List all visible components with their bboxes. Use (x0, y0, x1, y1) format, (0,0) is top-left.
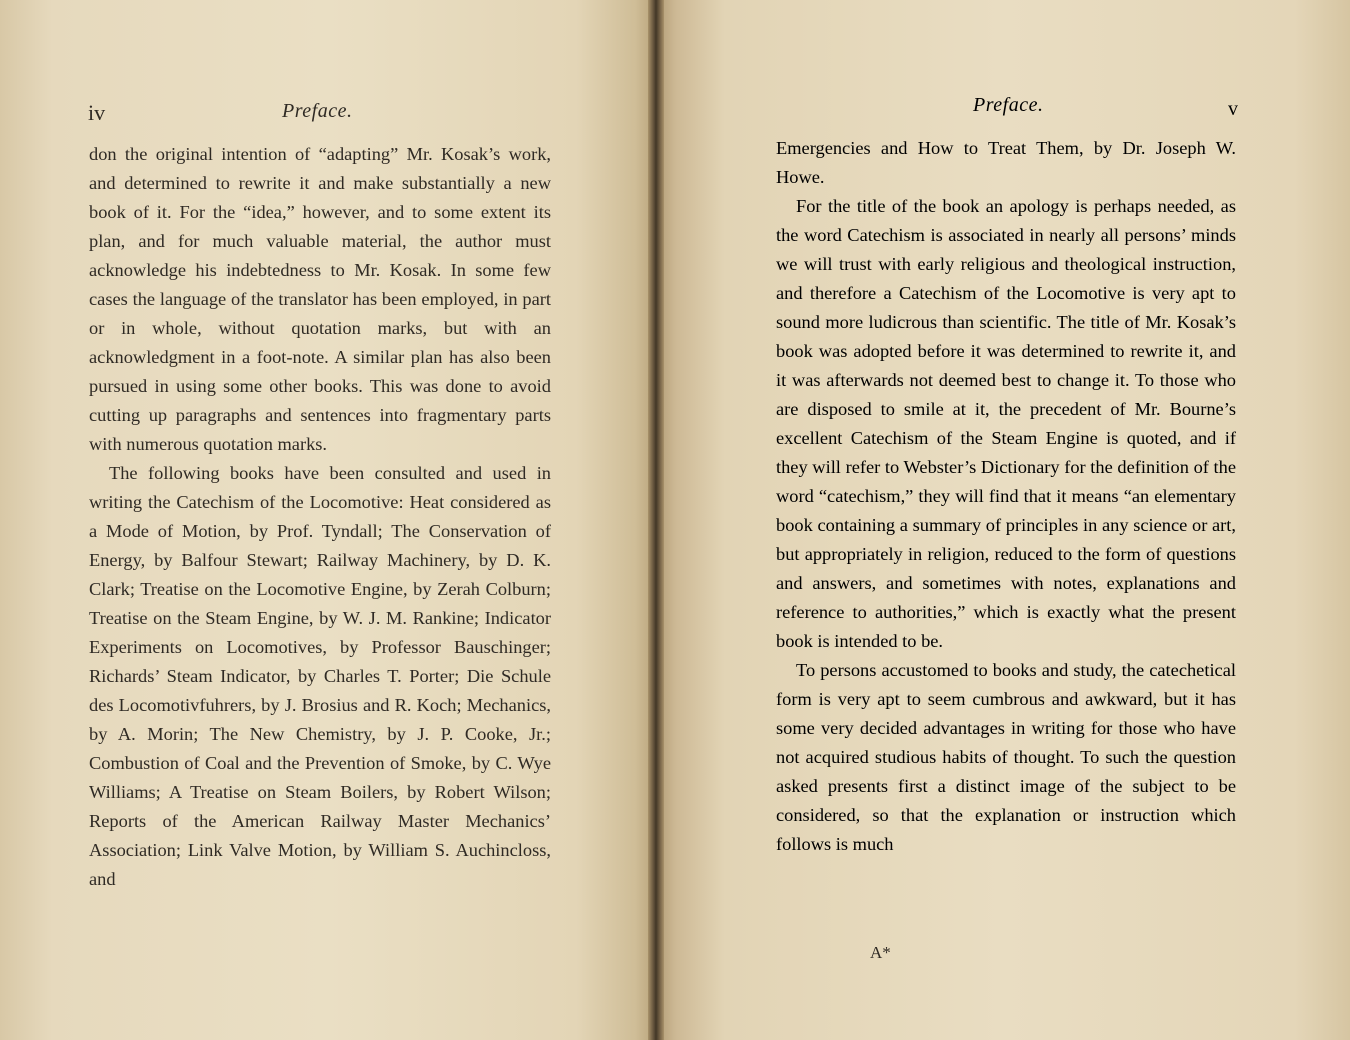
running-head-left-text: Preface. (282, 100, 353, 122)
left-page (0, 0, 655, 1040)
running-head-left (282, 100, 352, 123)
right-paragraph-2: For the title of the book an apology is perhaps needed, as the word Catechism is associated in nearly all persons’ minds we will trust with early religious and theological instruction, and therefore a Catechism of the Locomotive is very apt to sound more ludicrous than scientific. The title of Mr. Kosak’s book was adopted before it was determined to rewrite it, and it was afterwards not deemed best to change it. To those who are disposed to smile at it, the precedent of Mr. Bourne’s excellent Catechism of the Steam Engine is quoted, and if they will refer to Webster’s Dictionary for the definition of the word “catechism,” they will find that it means “an elementary book containing a summary of principles in any science or art, but appropriately in religion, reduced to the form of questions and answers, and sometimes with notes, explanations and reference to authorities,” which is exactly what the present book is intended to be. (776, 196, 1236, 651)
running-head-right-text: Preface. (973, 94, 1044, 116)
right-paragraph-1: Emergencies and How to Treat Them, by Dr. Joseph W. Howe. (776, 138, 1236, 187)
signature-mark: A* (870, 943, 891, 962)
left-paragraph-1: don the original intention of “adapting” Mr. Kosak’s work, and determined to rewrite it and make substantially a new book of it. For the “idea,” however, and to some extent its plan, and for much valuable material, the author must acknowledge his indebtedness to Mr. Kosak. In some few cases the language of the translator has been employed, in part or in whole, without quotation marks, but with an acknowledgment in a foot-note. A similar plan has also been pursued in using some other books. This was done to avoid cutting up paragraphs and sentences into fragmentary parts with numerous quotation marks. (89, 144, 551, 454)
running-head-right (973, 94, 1043, 117)
left-page-text (89, 140, 551, 894)
left-paragraph-2: The following books have been consulted and used in writing the Catechism of the Locomotive: Heat considered as a Mode of Motion, by Prof. Tyndall; The Conservation of Energy, by Balfour Stewart; Railway Machinery, by D. K. Clark; Treatise on the Locomotive Engine, by Zerah Colburn; Treatise on the Steam Engine, by W. J. M. Rankine; Indicator Experiments on Locomotives, by Professor Bauschinger; Richards’ Steam Indicator, by Charles T. Porter; Die Schule des Locomotivfuhrers, by J. Brosius and R. Koch; Mechanics, by A. Morin; The New Chemistry, by J. P. Cooke, Jr.; Combustion of Coal and the Prevention of Smoke, by C. Wye Williams; A Treatise on Steam Boilers, by Robert Wilson; Reports of the American Railway Master Mechanics’ Association; Link Valve Motion, by William S. Auchincloss, and (89, 463, 551, 889)
right-paragraph-3: To persons accustomed to books and study, the catechetical form is very apt to seem cumbrous and awkward, but it has some very decided advantages in writing for those who have not acquired studious habits of thought. To such the question asked presents first a distinct image of the subject to be considered, so that the explanation or instruction which follows is much (776, 660, 1236, 854)
book-gutter (648, 0, 664, 1040)
page-number-left: iv (88, 100, 106, 125)
page-number-right: v (1228, 98, 1238, 120)
right-page-text (776, 134, 1236, 859)
